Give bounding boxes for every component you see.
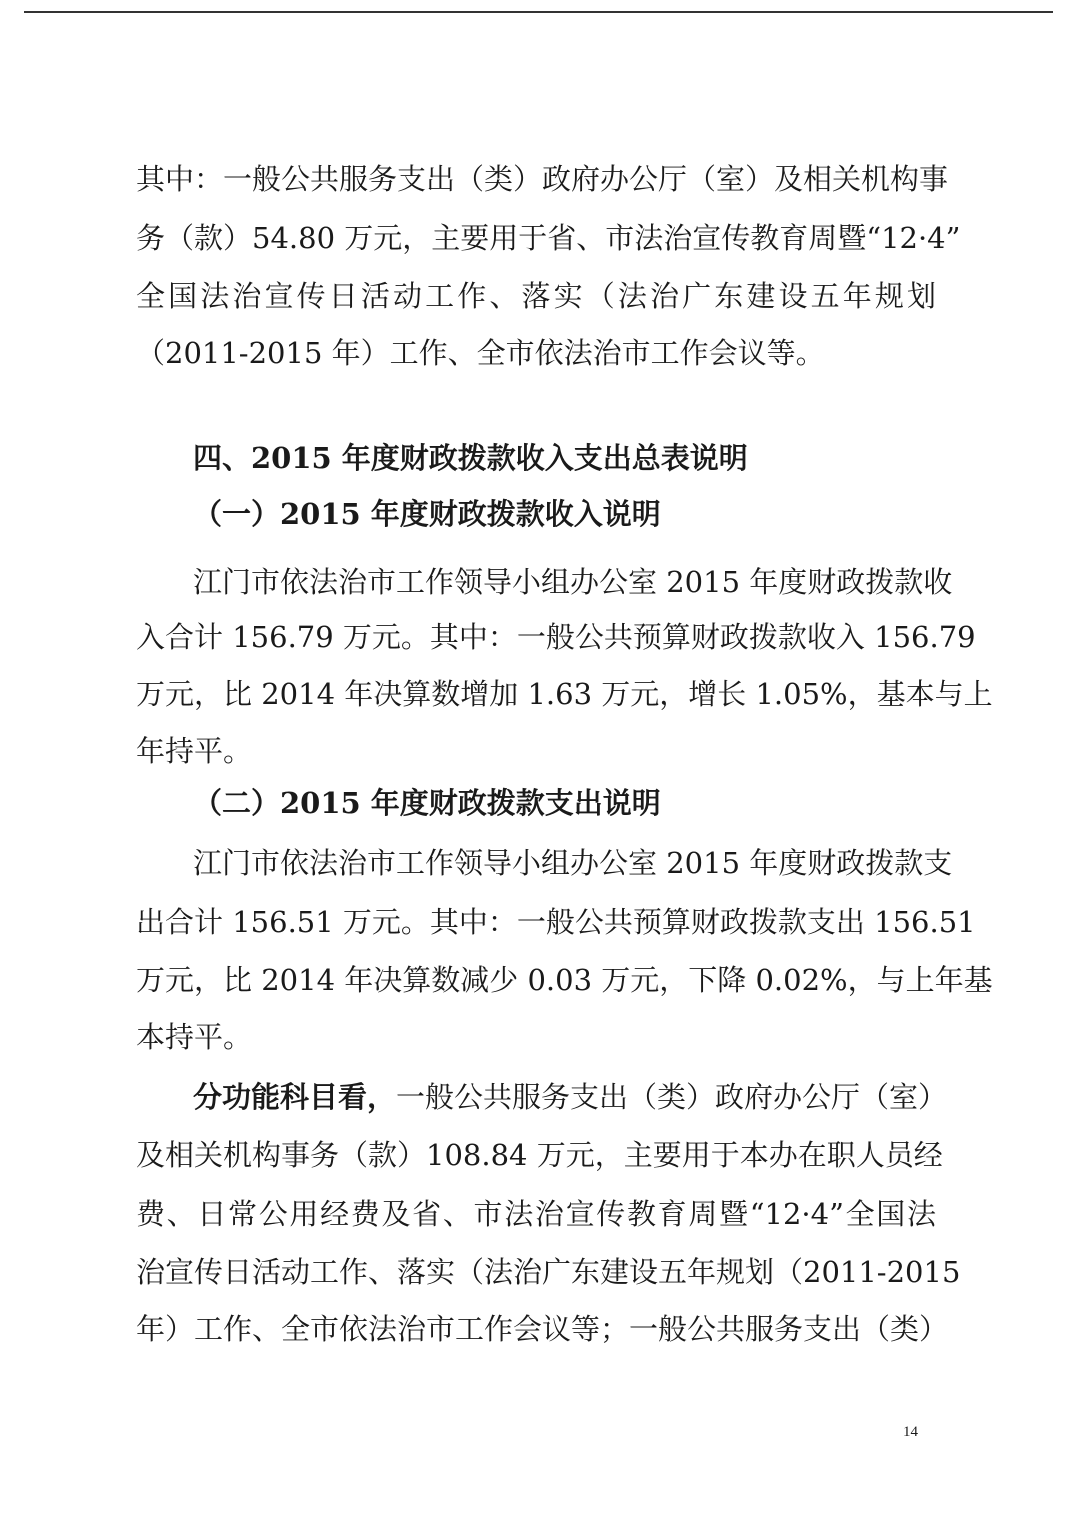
income-line-1: 江门市依法治市工作领导小组办公室 2015 年度财政拨款收 [193, 565, 953, 599]
function-lead: 分功能科目看， [193, 1080, 397, 1114]
top-rule [24, 11, 1053, 13]
function-line-3: 费、日常公用经费及省、市法治宣传教育周暨“12·4”全国法 [136, 1197, 936, 1231]
function-line-2: 及相关机构事务（款）108.84 万元，主要用于本办在职人员经 [136, 1138, 943, 1172]
income-line-3: 万元，比 2014 年决算数增加 1.63 万元，增长 1.05%，基本与上 [136, 677, 993, 711]
para1-line-4: （2011-2015 年）工作、全市依法治市工作会议等。 [136, 336, 825, 370]
expenditure-line-4: 本持平。 [136, 1020, 253, 1054]
para1-line-1: 其中：一般公共服务支出（类）政府办公厅（室）及相关机构事 [136, 162, 949, 196]
function-line-5: 年）工作、全市依法治市工作会议等；一般公共服务支出（类） [136, 1312, 949, 1346]
para1-line-3: 全国法治宣传日活动工作、落实（法治广东建设五年规划 [136, 279, 936, 313]
para1-line-2: 务（款）54.80 万元，主要用于省、市法治宣传教育周暨“12·4” [136, 221, 961, 255]
subheading-income: （一）2015 年度财政拨款收入说明 [193, 497, 661, 531]
function-line-1-text: 一般公共服务支出（类）政府办公厅（室） [396, 1080, 948, 1114]
income-line-2: 入合计 156.79 万元。其中：一般公共预算财政拨款收入 156.79 [136, 620, 976, 654]
function-line-1 [193, 1077, 948, 1117]
expenditure-line-2: 出合计 156.51 万元。其中：一般公共预算财政拨款支出 156.51 [136, 905, 976, 939]
expenditure-line-3: 万元，比 2014 年决算数减少 0.03 万元，下降 0.02%，与上年基 [136, 963, 993, 997]
subheading-expenditure: （二）2015 年度财政拨款支出说明 [193, 786, 661, 820]
section-heading: 四、2015 年度财政拨款收入支出总表说明 [193, 441, 748, 475]
expenditure-line-1: 江门市依法治市工作领导小组办公室 2015 年度财政拨款支 [193, 846, 953, 880]
page-number: 14 [903, 1424, 918, 1440]
function-line-4: 治宣传日活动工作、落实（法治广东建设五年规划（2011-2015 [136, 1255, 961, 1289]
income-line-4: 年持平。 [136, 734, 253, 768]
